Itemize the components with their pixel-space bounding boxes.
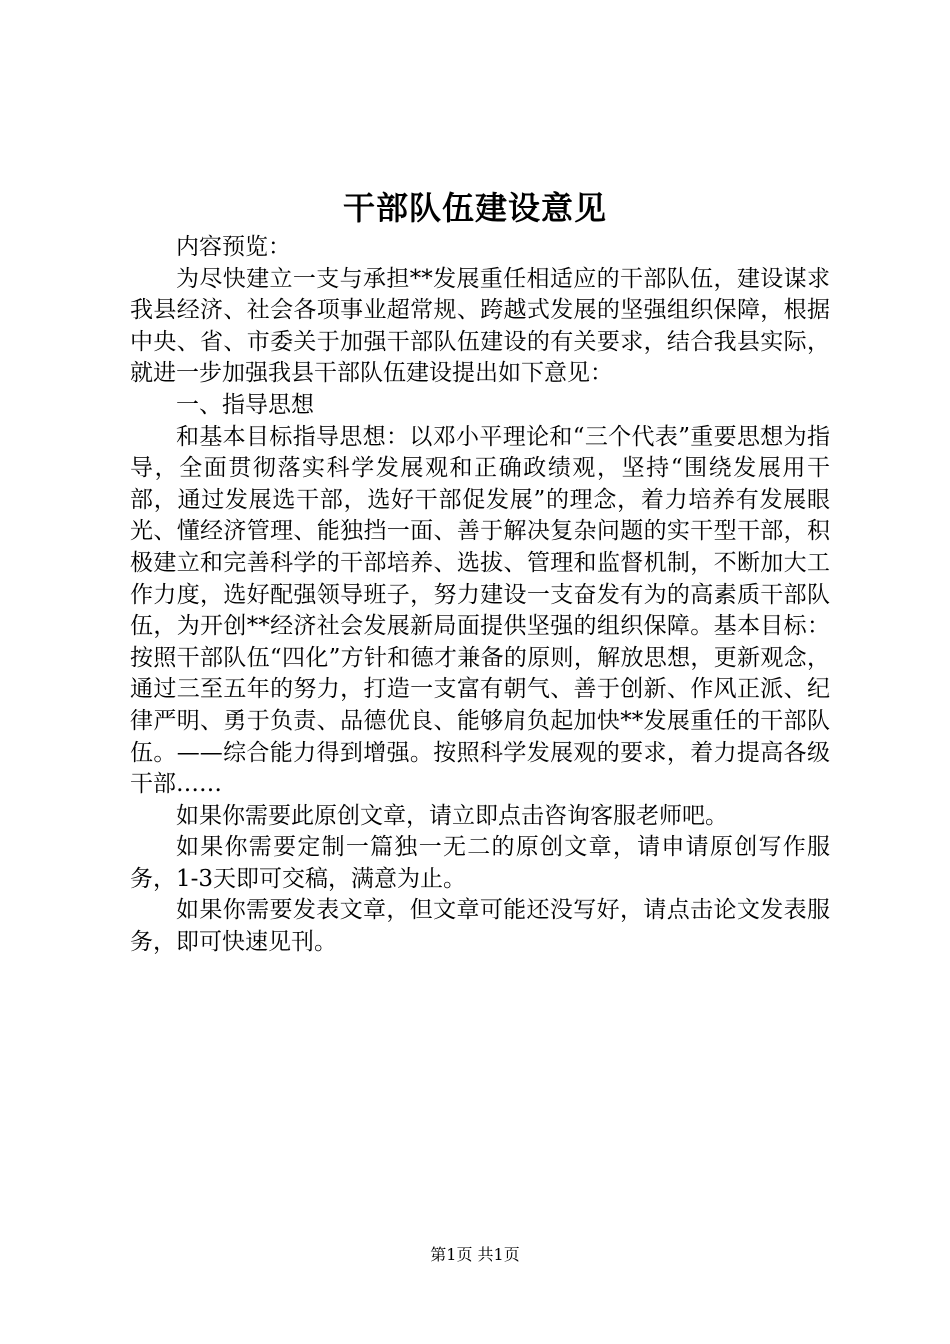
publishing-service-paragraph: 如果你需要发表文章，但文章可能还没写好，请点击论文发表服务，即可快速见刊。 <box>130 897 830 956</box>
consult-service-paragraph: 如果你需要此原创文章，请立即点击咨询客服老师吧。 <box>176 802 728 829</box>
intro-paragraph: 为尽快建立一支与承担**发展重任相适应的干部队伍，建设谋求我县经济、社会各项事业超常规、跨越式发展的坚强组织保障，根据中央、省、市委关于加强干部队伍建设的有关要求，结合我县实际，就进一步加强我县干部队伍建设提出如下意见： <box>130 265 830 387</box>
guiding-ideology-paragraph: 和基本目标指导思想：以邓小平理论和“三个代表”重要思想为指导，全面贯彻落实科学发展观和正确政绩观，坚持“围绕发展用干部，通过发展选干部，选好干部促发展”的理念，着力培养有发展眼光、懂经济管理、能独挡一面、善于解决复杂问题的实干型干部，积极建立和完善科学的干部培养、选拔、管理和监督机制，不断加大工作力度，选好配强领导班子，努力建设一支奋发有为的高素质干部队伍，为开创**经济社会发展新局面提供坚强的组织保障。基本目标：按照干部队伍“四化”方针和德才兼备的原则，解放思想，更新观念，通过三至五年的努力，打造一支富有朝气、善于创新、作风正派、纪律严明、勇于负责、品德优良、能够肩负起加快**发展重任的干部队伍。——综合能力得到增强。按照科学发展观的要求，着力提高各级干部…… <box>130 423 830 798</box>
page-number: 第1页 共1页 <box>430 1245 520 1264</box>
preview-label: 内容预览： <box>176 234 291 260</box>
document-body <box>130 232 830 959</box>
section-heading: 一、指导思想 <box>176 391 314 418</box>
custom-writing-paragraph: 如果你需要定制一篇独一无二的原创文章，请申请原创写作服务，1-3天即可交稿，满意为止。 <box>130 834 830 892</box>
document-title: 干部队伍建设意见 <box>342 189 607 227</box>
